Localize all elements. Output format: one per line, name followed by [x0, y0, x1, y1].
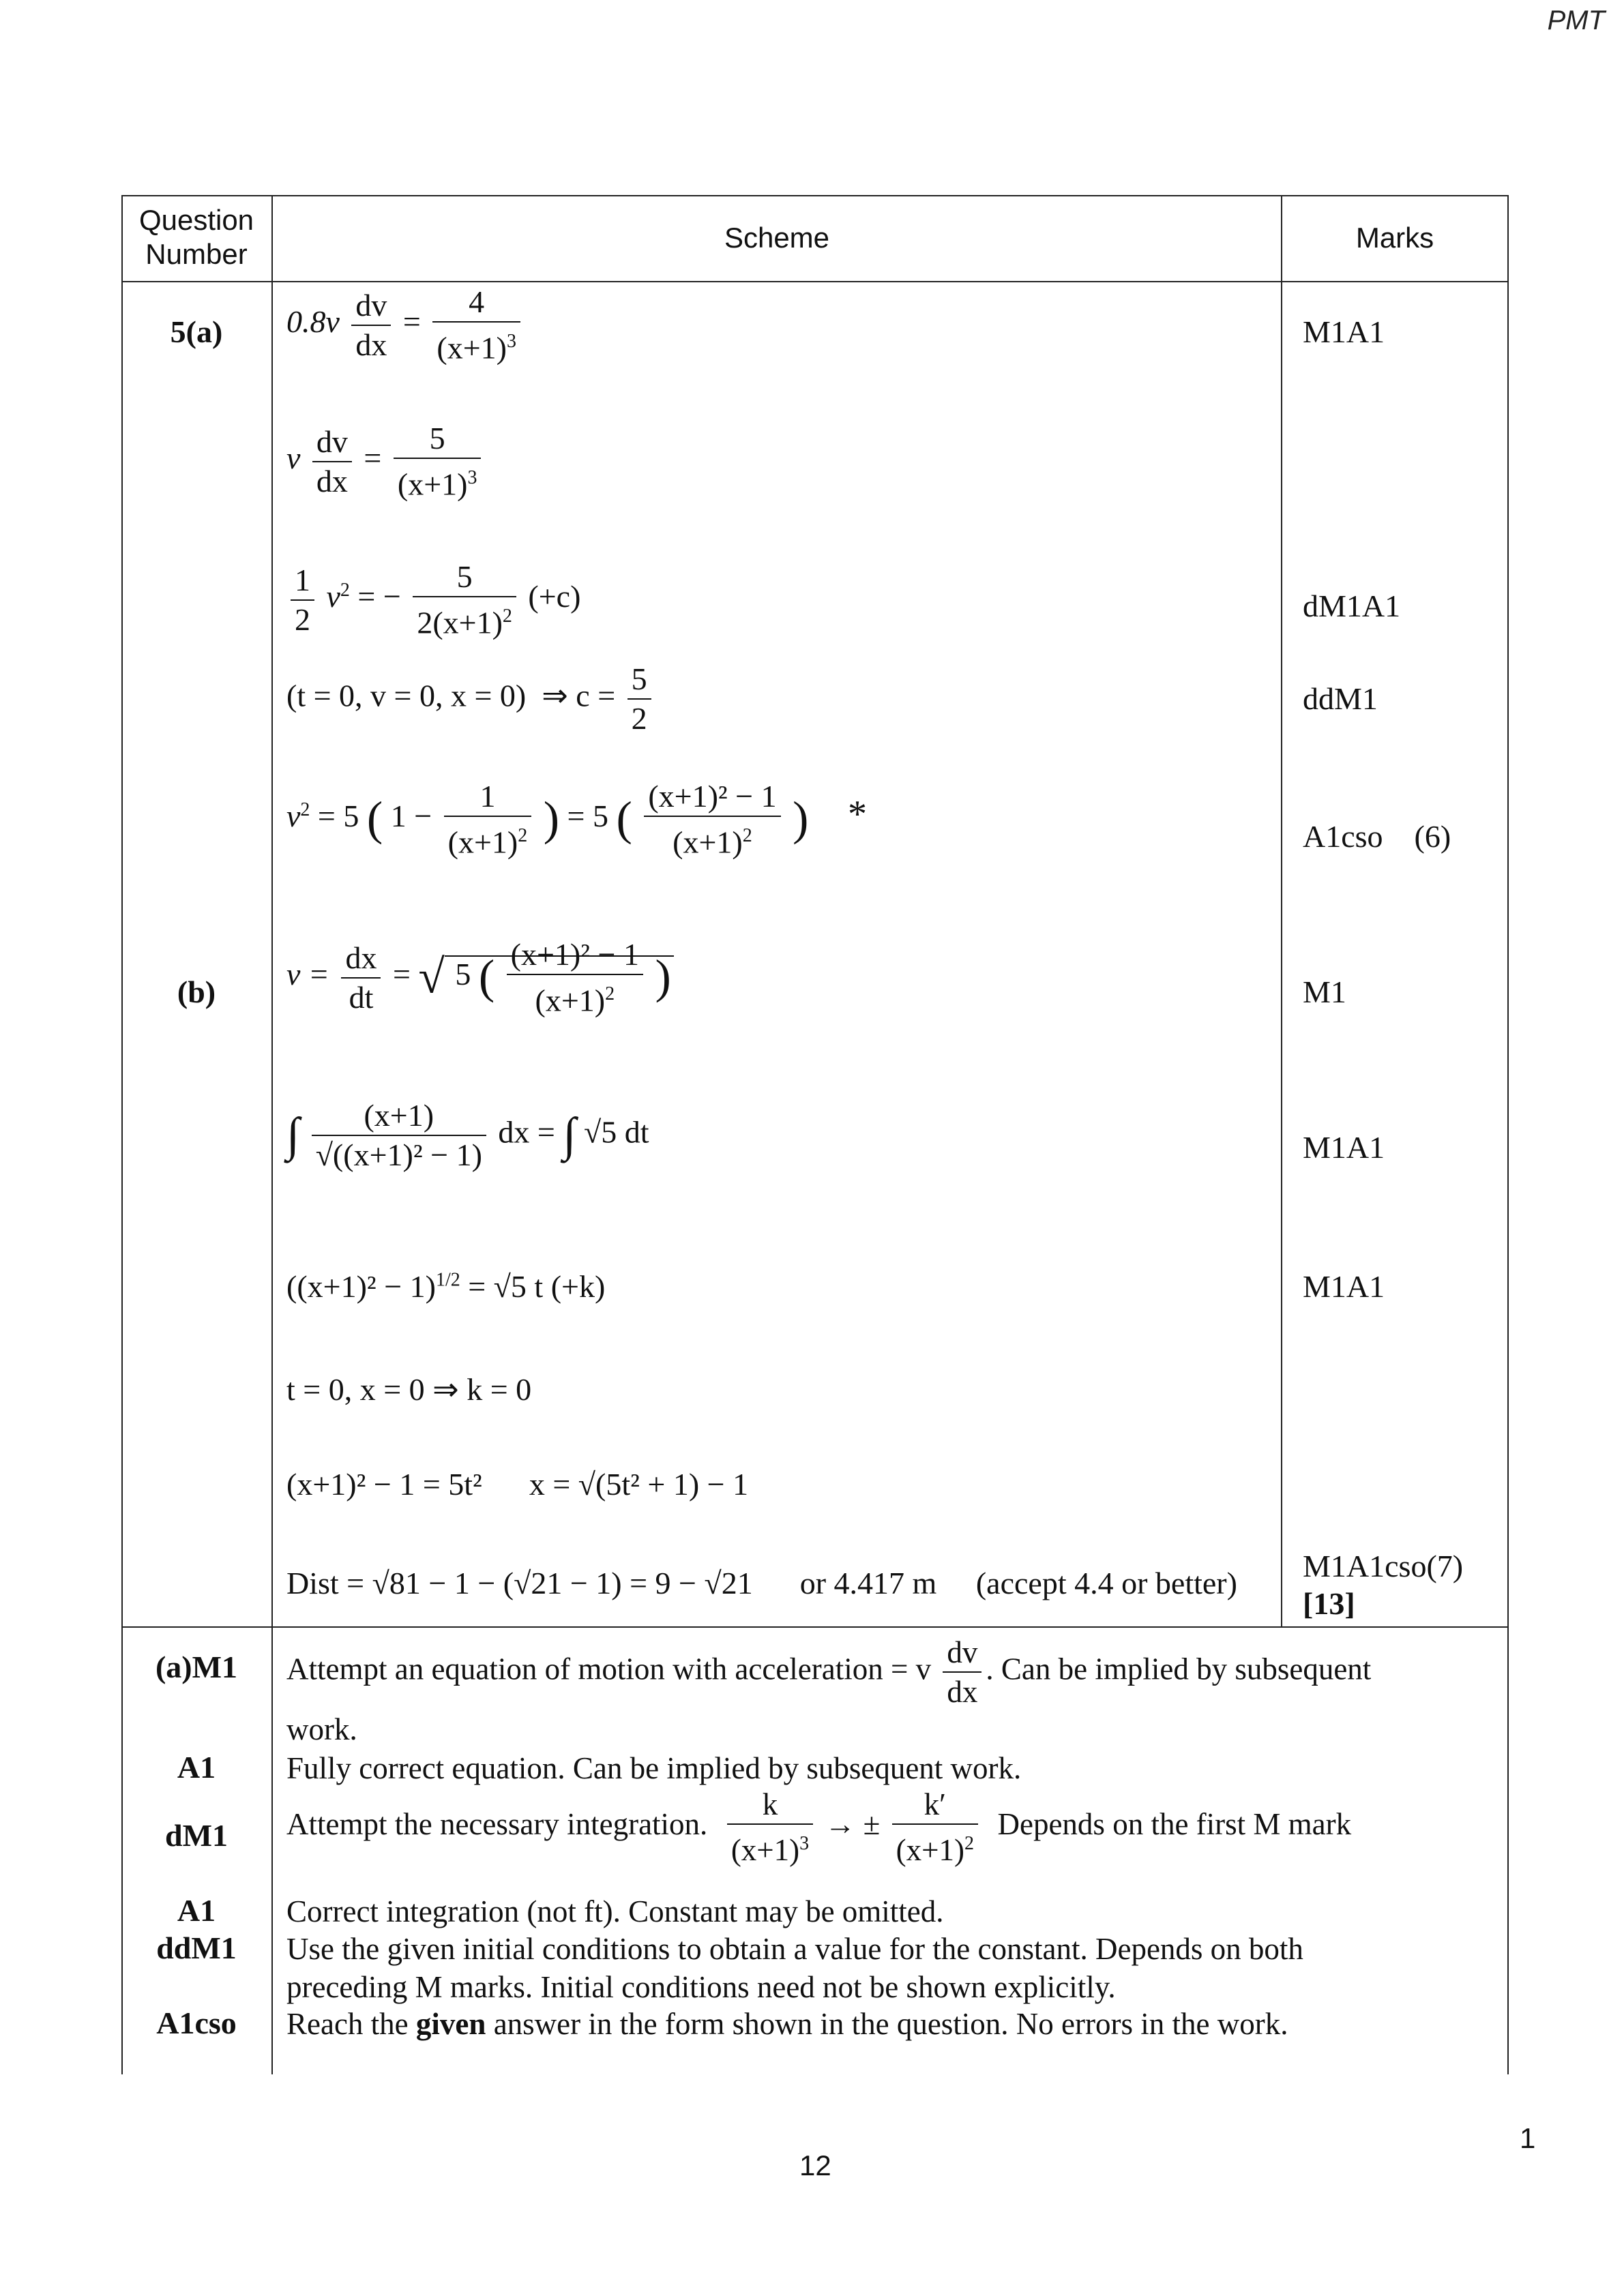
question-label-5b: (b): [177, 974, 216, 1009]
header-marks: Marks: [1355, 222, 1434, 254]
scheme-line-2: v $\frac{dv}{dx}$ = $\frac{5}{(x+1)^3}$: [286, 419, 485, 503]
header-question-number: Question Number: [138, 204, 254, 270]
scheme-line-4: (t = 0, v = 0, x = 0) ⇒ c = $\frac{5}{2}$: [286, 660, 655, 738]
header-bottom-border: [121, 281, 1509, 282]
note-label-3: dM1: [165, 1818, 228, 1853]
note-label-2: A1: [177, 1750, 216, 1785]
marks-column-border: [1281, 195, 1282, 1626]
note-2: Fully correct equation. Can be implied by subsequent work.: [286, 1751, 1022, 1785]
note-label-5: ddM1: [156, 1930, 237, 1965]
scheme-line-8: $((x+1)^2 - 1)^{1/2} = √5$ t (+k): [286, 1269, 606, 1304]
note-6: Reach the given answer in the form shown in the question. No errors in the work.: [286, 2007, 1288, 2041]
scheme-bottom-border: [121, 1626, 1509, 1628]
note-4: Correct integration (not ft). Constant may be omitted.: [286, 1894, 944, 1928]
scheme-line-11: Dist = √81 − 1 − (√21 − 1) = 9 − √21 or 4.417 m (accept 4.4 or better): [286, 1566, 1237, 1600]
note-5: Use the given initial conditions to obtain a value for the constant. Depends on both preceding M marks. Initial conditions need not be shown explicitly.: [286, 1932, 1303, 2004]
note-1: Attempt an equation of motion with acceleration = v $\frac{dv}{dx}$ . Can be implied by subsequent: [286, 1633, 1460, 1711]
mark-row-3: dM1A1: [1303, 588, 1401, 623]
pmt-header: PMT: [1547, 5, 1605, 35]
mark-row-8: M1A1: [1303, 1269, 1385, 1304]
question-column-border: [271, 195, 273, 2074]
scheme-line-10: (x+1)² − 1 = 5t² x = √(5t² + 1) − 1: [286, 1467, 749, 1502]
mark-row-5: A1cso (6): [1303, 819, 1451, 854]
scheme-line-6: v = $\frac{dx}{dt}$ = √ 5 ( $\frac{\text{(x+1)² − 1}}{(x+1)^2}$ ): [286, 936, 674, 1019]
mark-row-6: M1: [1303, 974, 1346, 1009]
scheme-line-1: 0.8v $\frac{dv}{dx}$ = $\frac{4}{(x+1)^3}$: [286, 283, 525, 367]
page-number: 12: [799, 2149, 831, 2181]
table-left-border: [121, 195, 123, 2074]
table-top-border: [121, 195, 1509, 196]
corner-number: 1: [1520, 2122, 1536, 2154]
mark-total: [13]: [1303, 1586, 1355, 1621]
note-1-continued: work.: [286, 1712, 357, 1746]
scheme-line-7: ∫ $\frac{(x+1)}{\text{√((x+1)² − 1)}}$ dx = ∫ √5 dt: [286, 1098, 649, 1172]
mark-row-4: ddM1: [1303, 681, 1378, 716]
note-label-6: A1cso: [156, 2006, 237, 2040]
mark-row-11: M1A1cso(7): [1303, 1549, 1464, 1583]
header-scheme: Scheme: [724, 222, 830, 254]
note-label-1: (a)M1: [155, 1650, 238, 1684]
mark-row-7: M1A1: [1303, 1130, 1385, 1165]
question-label-5a: 5(a): [170, 314, 223, 349]
table-right-border: [1507, 195, 1509, 2074]
note-3: Attempt the necessary integration. $\frac{k}{(x+1)^3}$ → ± $\frac{k'}{(x+1)^2}$ Depends on the first M mark: [286, 1785, 1460, 1869]
scheme-line-9: t = 0, x = 0 ⇒ k = 0: [286, 1372, 532, 1407]
note-label-4: A1: [177, 1893, 216, 1928]
scheme-line-5: $v^2 = 5$ ( 1 − $\frac{1}{(x+1)^2}$ ) = 5 ( $\frac{\text{(x+1)² − 1}}{(x+1)^2}$ ) *: [286, 779, 867, 860]
scheme-line-3: $\frac{1}{2}$ $v^2$ = − $\frac{5}{2(x+1)^2}$ (+c): [286, 558, 580, 642]
mark-row-1: M1A1: [1303, 314, 1385, 349]
